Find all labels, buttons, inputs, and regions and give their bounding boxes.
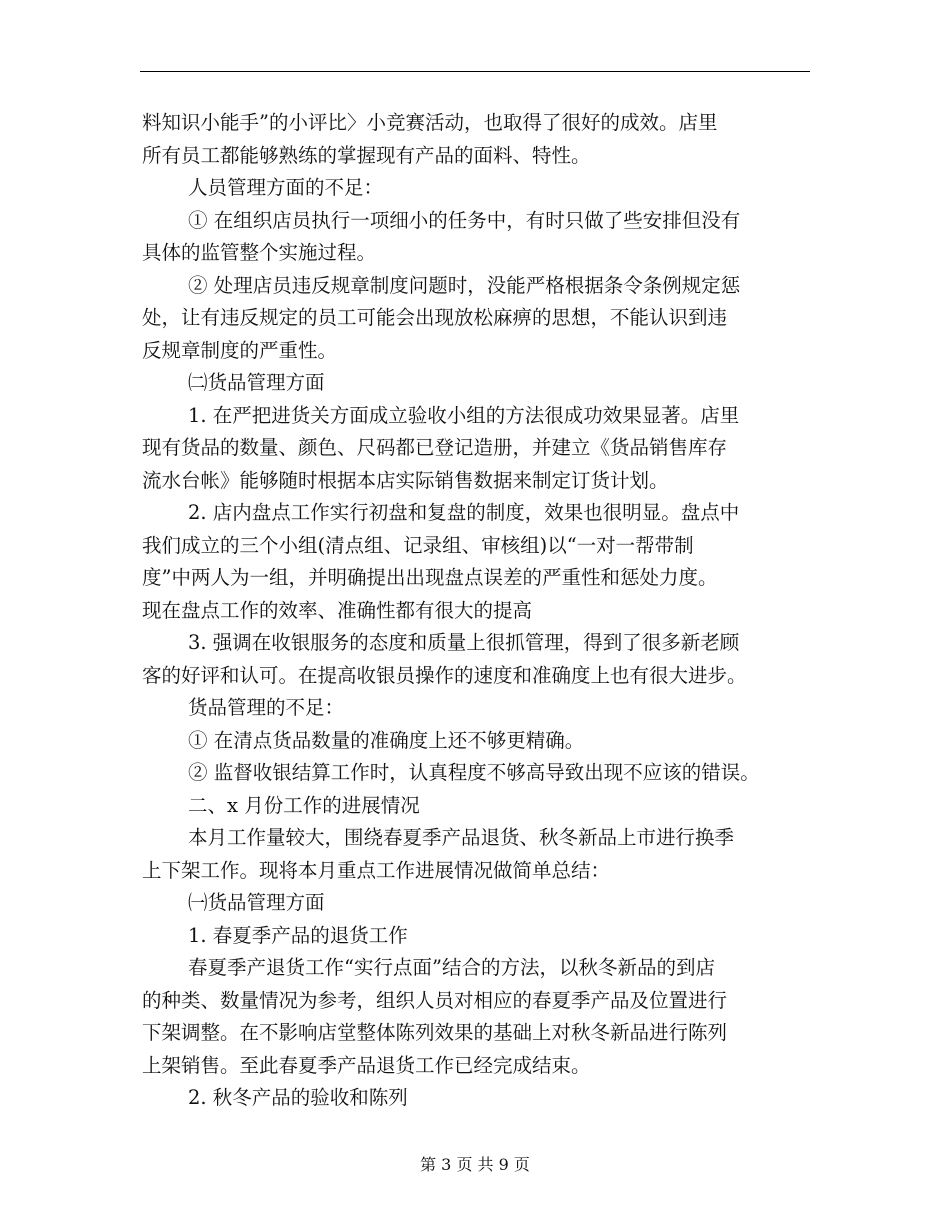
text-line: 3. 强调在收银服务的态度和质量上很抓管理，得到了很多新老顾 — [188, 631, 740, 654]
text-line: 现在盘点工作的效率、准确性都有很大的提高 — [142, 598, 533, 622]
text-line: ① 在清点货品数量的准确度上还不够更精确。 — [188, 728, 585, 752]
text-line: 上下架工作。现将本月重点工作进展情况做简单总结： — [142, 858, 611, 882]
header-rule — [140, 71, 810, 72]
text-line: ① 在组织店员执行一项细小的任务中，有时只做了些安排但没有 — [188, 208, 741, 232]
text-line: 的种类、数量情况为参考，组织人员对相应的春夏季产品及位置进行 — [142, 988, 728, 1012]
text-line: ㈠货品管理方面 — [188, 891, 325, 914]
text-line: 货品管理的不足： — [188, 696, 345, 719]
text-line: 流水台帐》能够随时根据本店实际销售数据来制定订货计划。 — [142, 468, 669, 492]
text-line: 二、x 月份工作的进展情况 — [188, 793, 420, 817]
text-line: 处，让有违反规定的员工可能会出现放松麻痹的思想，不能认识到违 — [142, 306, 728, 329]
text-line: 我们成立的三个小组(清点组、记录组、审核组)以“一对一帮带制 — [142, 533, 694, 557]
text-line: 春夏季产退货工作“实行点面”结合的方法，以秋冬新品的到店 — [188, 956, 715, 979]
text-line: 1. 春夏季产品的退货工作 — [188, 923, 408, 947]
text-line: 客的好评和认可。在提高收银员操作的速度和准确度上也有很大进步。 — [142, 663, 747, 687]
text-line: ② 处理店员违反规章制度问题时，没能严格根据条令条例规定惩 — [188, 273, 741, 297]
text-line: 度”中两人为一组，并明确提出出现盘点误差的严重性和惩处力度。 — [142, 566, 718, 589]
text-line: 2. 秋冬产品的验收和陈列 — [188, 1086, 408, 1109]
text-line: 1. 在严把进货关方面成立验收小组的方法很成功效果显著。店里 — [188, 403, 740, 427]
page-footer: 第 3 页 共 9 页 — [420, 1155, 530, 1174]
text-line: 所有员工都能够熟练的掌握现有产品的面料、特性。 — [142, 143, 591, 167]
text-line: ㈡货品管理方面 — [188, 371, 325, 394]
text-line: ② 监督收银结算工作时，认真程度不够高导致出现不应该的错误。 — [188, 761, 760, 784]
text-line: 2. 店内盘点工作实行初盘和复盘的制度，效果也很明显。盘点中 — [188, 501, 740, 524]
text-line: 上架销售。至此春夏季产品退货工作已经完成结束。 — [142, 1053, 591, 1077]
text-line: 本月工作量较大，围绕春夏季产品退货、秋冬新品上市进行换季 — [188, 826, 735, 849]
text-line: 现有货品的数量、颜色、尺码都已登记造册，并建立《货品销售库存 — [142, 436, 728, 459]
text-line: 反规章制度的严重性。 — [142, 338, 338, 362]
text-line: 料知识小能手”的小评比〉小竞赛活动，也取得了很好的成效。店里 — [142, 111, 718, 134]
body-text — [142, 107, 812, 1115]
text-line: 人员管理方面的不足： — [188, 176, 384, 199]
text-line: 下架调整。在不影响店堂整体陈列效果的基础上对秋冬新品进行陈列 — [142, 1021, 728, 1044]
text-line: 具体的监管整个实施过程。 — [142, 241, 377, 264]
